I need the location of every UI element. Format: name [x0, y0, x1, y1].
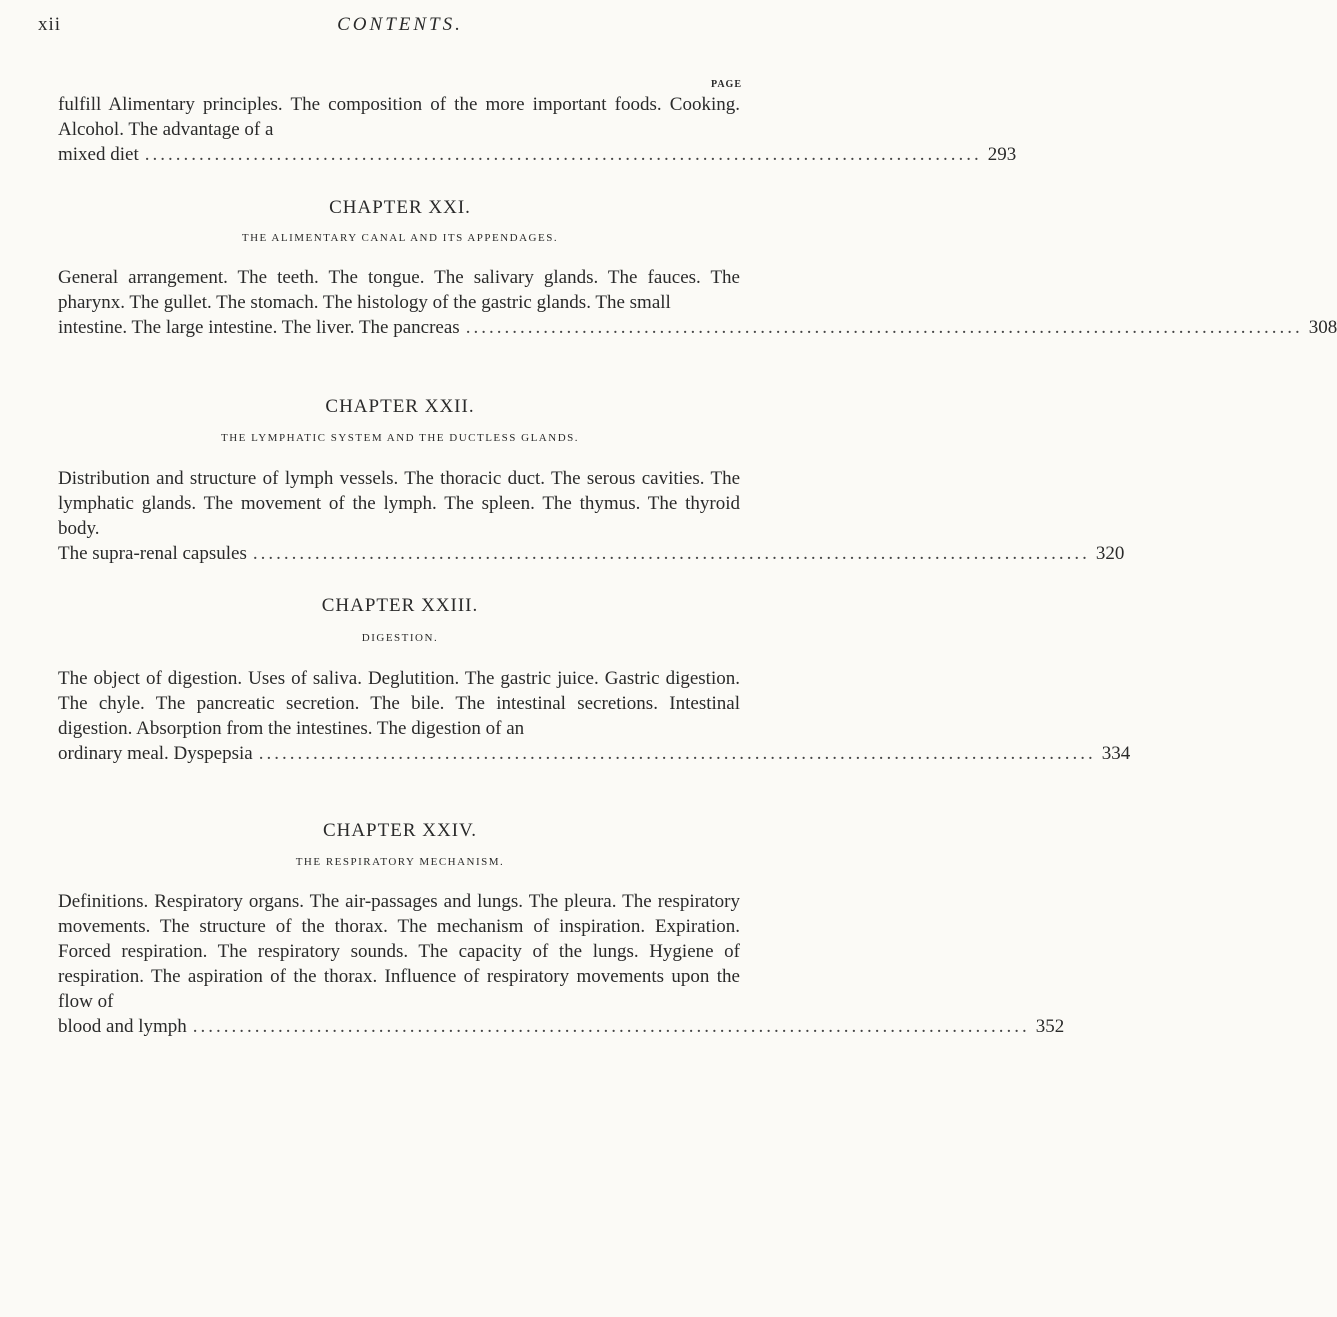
entry-text: fulfill Alimentary principles. The composition of the more important foods. Cooking. Alcohol. The advantage of a: [58, 94, 740, 140]
leader-dots: ............................................................................................................: [192, 1016, 1030, 1037]
chapter-title: CHAPTER XXII.: [325, 396, 475, 417]
entry-last-text: mixed diet: [58, 144, 139, 165]
leader-dots: ............................................................................................................: [465, 317, 1303, 338]
entry-page-number: 308: [1308, 317, 1337, 338]
entry-page-number: 320: [1095, 543, 1125, 564]
entry-last-text: The supra-renal capsules: [58, 543, 247, 564]
leader-dots: ............................................................................................................: [252, 543, 1090, 564]
chapter-title: CHAPTER XXIV.: [322, 820, 478, 841]
toc-entry-intro: [58, 92, 1017, 167]
chapter-subtitle: THE ALIMENTARY CANAL AND ITS APPENDAGES.: [241, 232, 559, 244]
entry-last-line: [58, 1014, 1065, 1039]
entry-last-line: [58, 142, 1017, 167]
entry-page-number: 352: [1035, 1016, 1065, 1037]
entry-text: The object of digestion. Uses of saliva. Deglutition. The gastric juice. Gastric digestion. The chyle. The pancreatic secretion. The bile. The intestinal secretions. Intestinal digestion. Absorption from the intestines. The digestion of an: [58, 668, 740, 739]
entry-text: General arrangement. The teeth. The tongue. The salivary glands. The fauces. The pharynx. The gullet. The stomach. The histology of the gastric glands. The small: [58, 267, 740, 313]
entry-page-number: 293: [987, 144, 1017, 165]
toc-entry-chapter-22: [58, 466, 1125, 566]
chapter-title: CHAPTER XXIII.: [321, 595, 479, 616]
toc-entry-chapter-21: [58, 265, 1337, 340]
page-number: xii: [38, 14, 62, 35]
chapter-subtitle: DIGESTION.: [361, 632, 439, 644]
chapter-subtitle: THE LYMPHATIC SYSTEM AND THE DUCTLESS GLANDS.: [220, 432, 580, 444]
entry-last-line: [58, 315, 1337, 340]
page-column-label: PAGE: [710, 79, 742, 90]
entry-last-text: blood and lymph: [58, 1016, 187, 1037]
entry-last-text: ordinary meal. Dyspepsia: [58, 743, 253, 764]
page-header: [0, 14, 800, 44]
chapter-subtitle: THE RESPIRATORY MECHANISM.: [295, 856, 505, 868]
toc-entry-chapter-23: [58, 666, 1131, 766]
entry-last-text: intestine. The large intestine. The liver. The pancreas: [58, 317, 460, 338]
chapter-title: CHAPTER XXI.: [329, 197, 471, 218]
entry-text: Distribution and structure of lymph vessels. The thoracic duct. The serous cavities. The lymphatic glands. The movement of the lymph. The spleen. The thymus. The thyroid body.: [58, 468, 740, 539]
entry-last-line: [58, 741, 1131, 766]
entry-page-number: 334: [1101, 743, 1131, 764]
leader-dots: ............................................................................................................: [144, 144, 982, 165]
entry-text: Definitions. Respiratory organs. The air-passages and lungs. The pleura. The respiratory movements. The structure of the thorax. The mechanism of inspiration. Expiration. Forced respiration. The respiratory sounds. The capacity of the lungs. Hygiene of respiration. The aspiration of the thorax. Influence of respiratory movements upon the flow of: [58, 891, 740, 1012]
running-title: CONTENTS.: [337, 14, 463, 35]
toc-entry-chapter-24: [58, 889, 1065, 1039]
entry-last-line: [58, 541, 1125, 566]
leader-dots: ............................................................................................................: [258, 743, 1096, 764]
